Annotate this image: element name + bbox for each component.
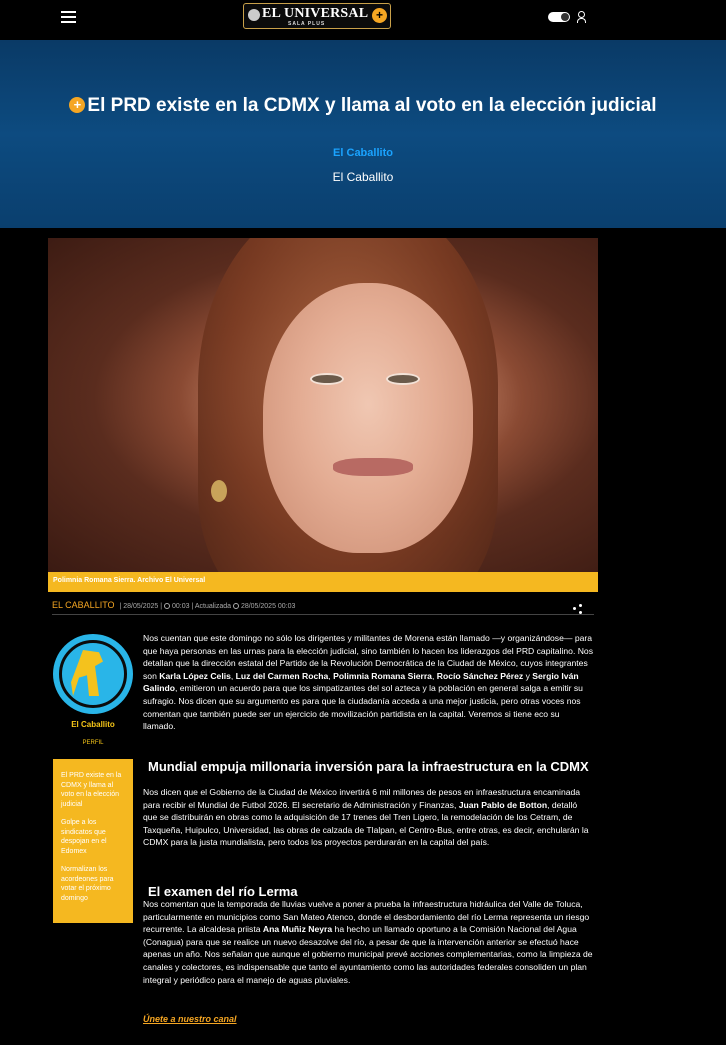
photo-caption-bar — [48, 572, 598, 592]
join-channel-link[interactable]: Únete a nuestro canal — [143, 1014, 237, 1024]
article-photo — [48, 238, 598, 572]
article-title — [60, 94, 666, 117]
related-article-link[interactable]: Golpe a los sindicatos que despojan en el Edomex — [61, 819, 107, 855]
publish-time: 00:03 — [171, 603, 190, 610]
article-paragraph: Nos cuentan que este domingo no sólo los dirigentes y militantes de Morena están llamado —y organizándose— para que haya personas en las urnas para la elección judicial, sino también lo hacen los liderazgos del PRD capitalino. Nos detallan que la dirección estatal del Partido de la Revolución Democrática de la Ciudad de México, cuyos integrantes son Karla López Celis, Luz del Carmen Rocha, Polimnia Romana Sierra, Rocío Sánchez Pérez y Sergio Iván Galindo, emitieron un acuerdo para que los simpatizantes del sol azteca y la población en general salga a emitir su sufragio. Nos dicen que su argumento es para que la ciudadanía acceda a una mejor justicia, pero otras voces nos comentan que también puede ser un ejercicio de movilización partidista en la capital. Veremos si tiene eco su llamado. — [143, 633, 594, 732]
plus-icon: + — [372, 8, 387, 23]
logo-subtitle: SALA PLUS — [288, 21, 326, 27]
updated-datetime: 28/05/2025 00:03 — [240, 603, 296, 610]
related-article-link[interactable]: Normalizan los acordeones para votar el próximo domingo — [61, 866, 114, 902]
article-paragraph: Nos comentan que la temporada de lluvias vuelve a poner a prueba la infraestructura hidráulica del Valle de Toluca, particularmente en municipios como San Mateo Atenco, donde el desbordamiento del río Lerma representa un riesgo recurrente. La alcaldesa priista Ana Muñiz Neyra ha hecho un llamado oportuno a la Comisión Nacional del Agua (Conagua) para que se realice un nuevo desazolve del río, a pesar de que la intervención anterior se efectuó hace apenas un año. Nos señalan que aunque el gobierno municipal prevé acciones complementarias, como la limpieza de canales y colectores, es indispensable que tanto el ayuntamiento como las autoridades federales consoliden un plan integral y periódico para el manejo de aguas pluviales. — [143, 899, 593, 985]
site-logo[interactable] — [243, 3, 391, 29]
logo-text: EL UNIVERSAL — [262, 6, 369, 21]
related-articles — [53, 759, 133, 923]
share-icon[interactable] — [573, 604, 583, 614]
article-header — [0, 40, 726, 228]
dark-mode-toggle[interactable] — [548, 12, 570, 22]
plus-badge-icon: + — [69, 97, 85, 113]
clock-icon — [164, 603, 170, 609]
article-meta: EL CABALLITO | 28/05/2025 | 00:03 | Actualizada 28/05/2025 00:03 — [52, 600, 296, 610]
related-article-link[interactable]: El PRD existe en la CDMX y llama al voto en la elección judicial — [61, 772, 122, 808]
article-paragraph: Nos dicen que el Gobierno de la Ciudad de México invertirá 6 mil millones de pesos en infraestructura encaminada para recibir el Mundial de Futbol 2026. El secretario de Administración y Finanzas, Juan Pablo de Botton, detalló que se distribuirán en obras como la adquisición de 17 trenes del Tren Ligero, la remodelación de los Cetram, de Taxqueña, Huipulco, Universidad, las obras de calzada de Tlalpan, el Centro-Bus, entre otras, es decir, enchularán la CDMX para la justa mundialista, pero todos los proyectos perdurarán en la capital del país. — [143, 787, 589, 848]
article-title-text: El PRD existe en la CDMX y llama al voto en la elección judicial — [87, 95, 657, 116]
publish-date: 28/05/2025 — [123, 603, 159, 610]
subheading: Mundial empuja millonaria inversión para la infraestructura en la CDMX — [148, 759, 589, 774]
eagle-icon — [248, 9, 260, 21]
author-avatar[interactable] — [53, 634, 133, 714]
profile-link[interactable]: PERFIL — [82, 740, 104, 746]
updated-label: Actualizada — [194, 603, 232, 610]
clock-icon — [233, 603, 239, 609]
author-profile-name[interactable]: El Caballito — [71, 720, 115, 729]
menu-icon[interactable] — [61, 11, 76, 23]
top-navigation-bar — [0, 0, 726, 40]
subheading: El examen del río Lerma — [148, 884, 298, 899]
photo-caption: Polimnia Romana Sierra. Archivo El Universal — [53, 577, 206, 584]
divider — [52, 614, 594, 615]
meta-section-link[interactable]: EL CABALLITO — [52, 600, 115, 610]
author-name: El Caballito — [332, 170, 394, 184]
user-icon[interactable] — [577, 11, 585, 23]
section-link[interactable]: El Caballito — [333, 147, 393, 159]
